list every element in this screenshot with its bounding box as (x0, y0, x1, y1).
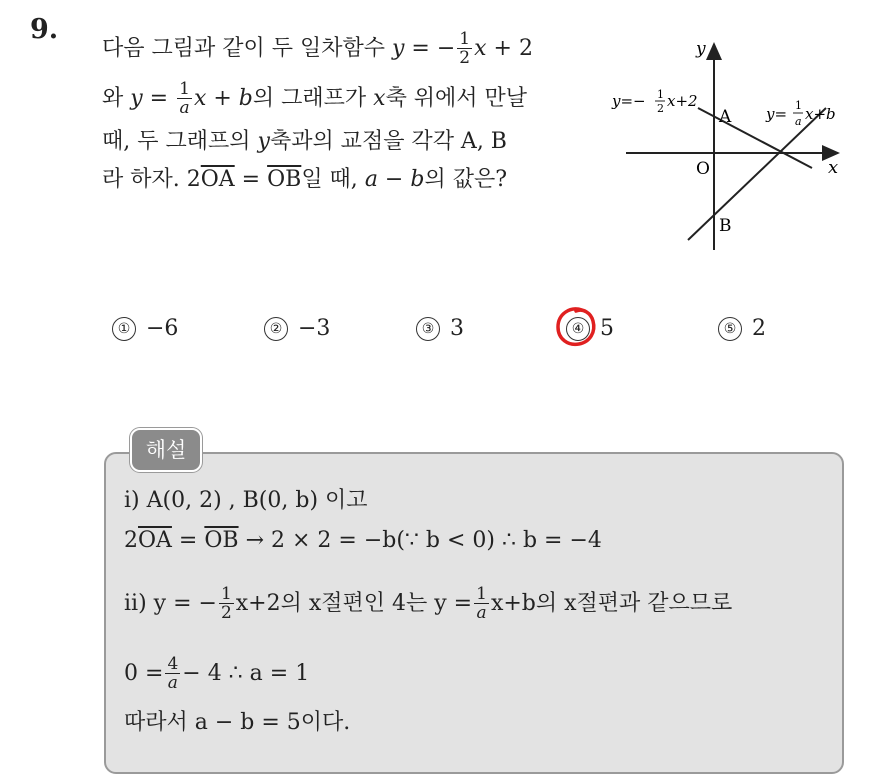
choice-5[interactable]: ⑤ 2 (718, 316, 766, 341)
answer-circle-mark (552, 302, 602, 352)
question-text: 축과의 교점을 각각 A, B (269, 129, 507, 154)
solution-line-1: ⅰ) A(0, 2) , B(0, b) 이고 (124, 488, 368, 513)
origin-label: O (696, 159, 710, 179)
question-text: 일 때, (301, 167, 358, 192)
question-line-1: 다음 그림과 같이 두 일차함수 y = − $\frac{1}{2}$ x + 2 (102, 29, 533, 69)
solution-tab: 해설 (130, 428, 202, 472)
coordinate-graph (600, 36, 860, 256)
svg-text:1: 1 (657, 88, 664, 101)
svg-text:x+2: x+2 (667, 92, 698, 110)
solution-line-3: ⅱ) y = − $\frac{1}{2}$ x+2의 x절편인 4는 y = $\frac{1}{a}$ x+b의 x절편과 같으므로 (124, 584, 733, 624)
question-number: 9. (30, 14, 59, 45)
point-a-label: A (719, 107, 732, 127)
solution-line-5: 따라서 a − b = 5이다. (124, 710, 351, 735)
question-text: 축 위에서 만날 (385, 85, 528, 111)
choice-1[interactable]: ① −6 (112, 316, 178, 341)
svg-text:a: a (795, 115, 802, 128)
question-line-3: 때, 두 그래프의 y축과의 교점을 각각 A, B (102, 129, 507, 154)
question-line-4: 라 하자. $2\overline{OA} = \overline{OB}$일 때, a − b의 값은? (102, 167, 507, 192)
y-axis-label: y (696, 39, 706, 59)
solution-line-4: 0 = $\frac{4}{a}$ − 4 ∴ a = 1 (124, 654, 310, 694)
question-text: 다음 그림과 같이 두 일차함수 (102, 35, 385, 61)
question-text: 의 값은? (424, 167, 507, 192)
svg-text:x+b: x+b (805, 105, 836, 123)
line1-equation-label (611, 88, 698, 115)
svg-text:2: 2 (657, 102, 664, 115)
choice-4[interactable]: ④ 5 (566, 316, 614, 341)
svg-text:y=−: y=− (612, 92, 646, 110)
question-text: 때, 두 그래프의 (102, 129, 251, 154)
svg-text:y=: y= (766, 105, 788, 123)
choice-3[interactable]: ③ 3 (416, 316, 464, 341)
choice-2[interactable]: ② −3 (264, 316, 330, 341)
solution-line-2: $2\overline{OA} = \overline{OB} \to 2 \times 2$ = −b(∵ b < 0) ∴ b = −4 (124, 528, 602, 553)
question-text: 라 하자. (102, 167, 180, 192)
point-b-label: B (719, 216, 732, 236)
question-text: 의 그래프가 (252, 85, 367, 111)
x-axis-label: x (828, 157, 839, 178)
svg-text:1: 1 (795, 99, 802, 112)
line2-equation-label (765, 99, 836, 128)
question-line-2: 와 y = $\frac{1}{a}$ x + b의 그래프가 x축 위에서 만날 (102, 79, 528, 119)
